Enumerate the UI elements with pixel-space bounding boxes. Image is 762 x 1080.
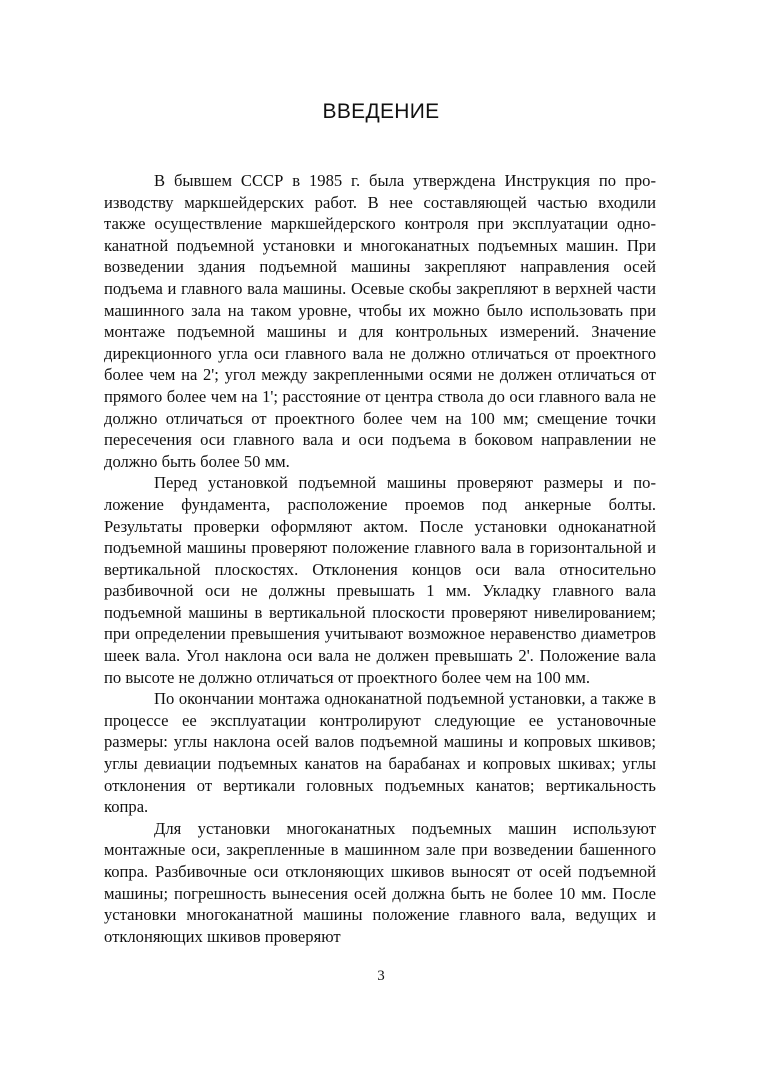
body-text bbox=[104, 170, 656, 947]
page-number: 3 bbox=[377, 968, 385, 984]
paragraph: В бывшем СССР в 1985 г. была утверждена Инструкция по производству маркшейдерских работ. В нее составляющей частью входили также осуществление маркшейдерского контроля при эксплуатации одноканатной подъемной установки и многоканатных подъемных машин. При возведении здания подъемной машины закрепляют направления осей подъема и главного вала машины. Осевые скобы закрепляют в верхней части машинного зала на таком уровне, чтобы их можно было использовать при монтаже подъемной машины и для контрольных измерений. Значение дирекционного угла оси главного вала не должно отличаться от проектного более чем на 2'; угол между закрепленными осями не должен отличаться от прямого более чем на 1'; расстояние от центра ствола до оси главного вала не должно отличаться от проектного более чем на 100 мм; смещение точки пересечения оси главного вала и оси подъема в боковом направлении не должно быть более 50 мм. bbox=[104, 171, 656, 471]
paragraph: Перед установкой подъемной машины проверяют размеры и положение фундамента, расположение проемов под анкерные болты. Результаты проверки оформляют актом. После установки одноканатной подъемной машины проверяют положение главного вала в горизонтальной и вертикальной плоскостях. Отклонения концов оси вала относительно разбивочной оси не должны превышать 1 мм. Укладку главного вала подъемной машины в вертикальной плоскости проверяют нивелированием; при определении превышения учитывают возможное неравенство диаметров шеек вала. Угол наклона оси вала не должен превышать 2'. Положение вала по высоте не должно отличаться от проектного более чем на 100 мм. bbox=[104, 473, 656, 687]
page-title: ВВЕДЕНИЕ bbox=[322, 100, 440, 123]
paragraph: По окончании монтажа одноканатной подъемной установки, а также в процессе ее эксплуатации контролируют следующие ее установочные размеры: углы наклона осей валов подъемной машины и копровых шкивов; углы девиации подъемных канатов на барабанах и копровых шкивах; углы отклонения от вертикали головных подъемных канатов; вертикальность копра. bbox=[104, 689, 656, 817]
paragraph: Для установки многоканатных подъемных машин используют монтажные оси, закрепленные в машинном зале при возведении башенного копра. Разбивочные оси отклоняющих шкивов выносят от осей подъемной машины; погрешность вынесения осей должна быть не более 10 мм. После установки многоканатной машины положение главного вала, ведущих и отклоняющих шкивов проверяют bbox=[104, 818, 656, 946]
